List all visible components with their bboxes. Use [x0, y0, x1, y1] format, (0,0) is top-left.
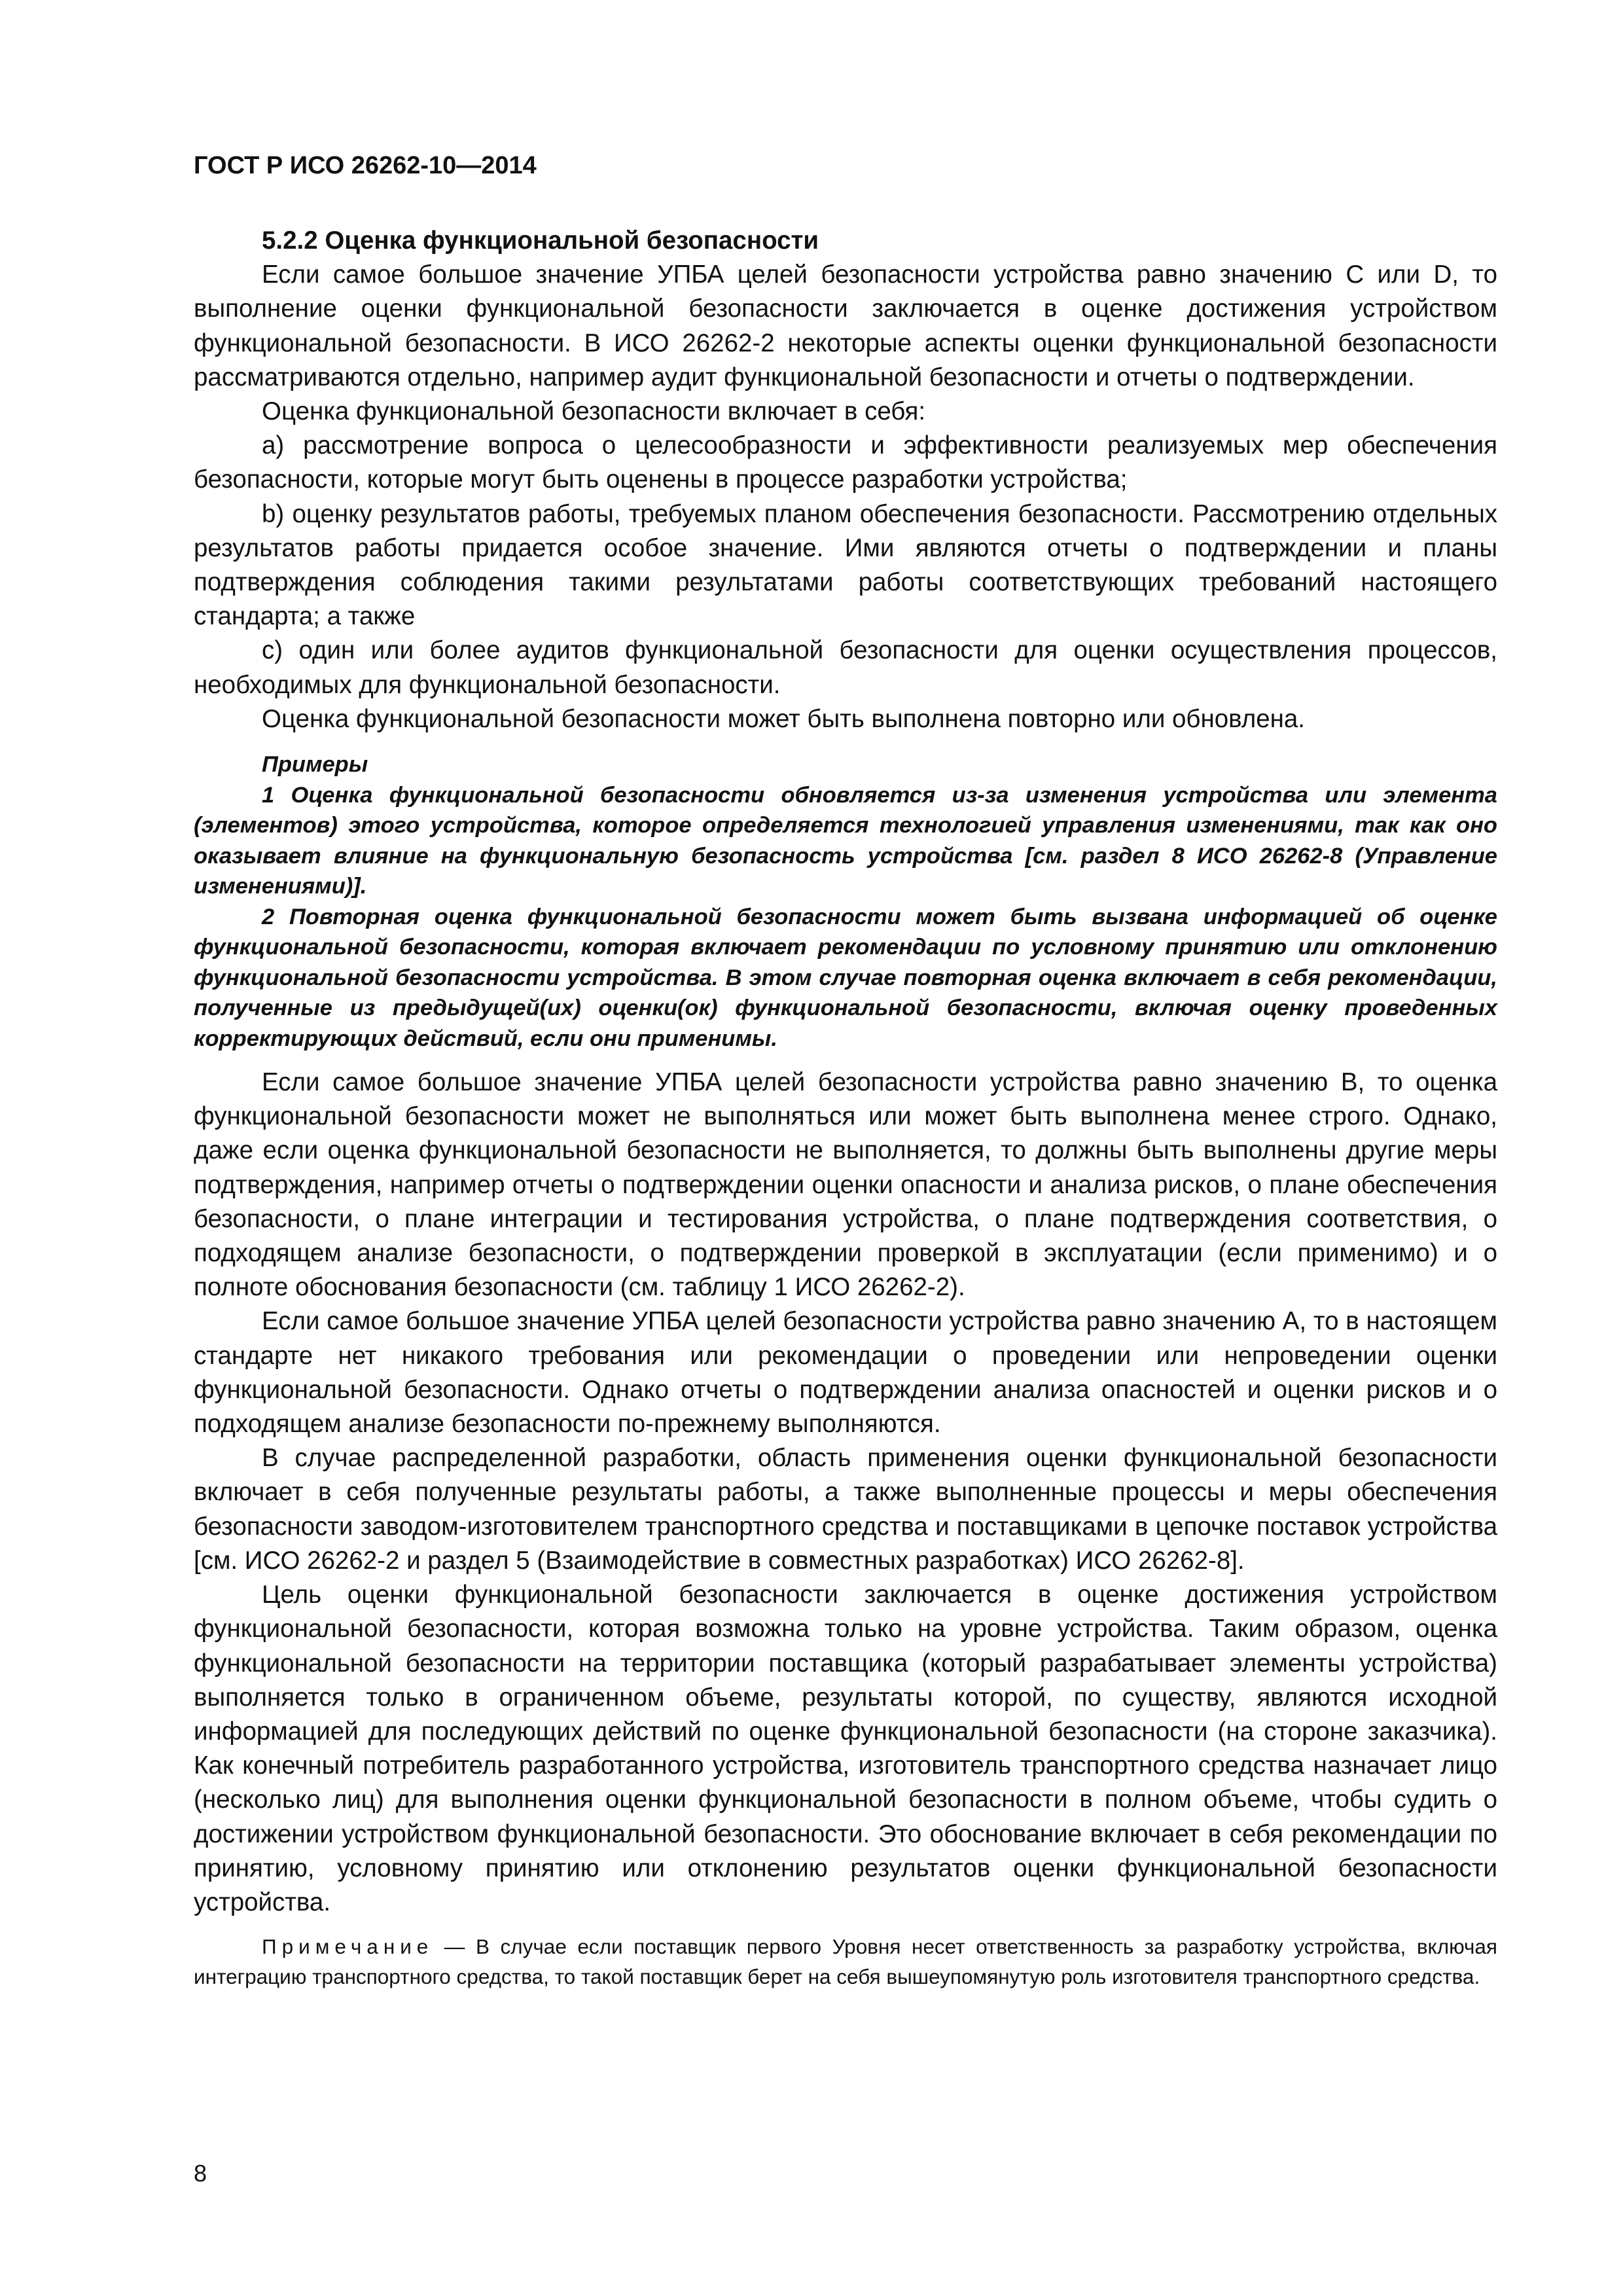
paragraph: В случае распределенной разработки, область применения оценки функциональной безопасности включает в себя полученные результаты работы, а также выполненные процессы и меры обеспечения безопасности заводом-изготовителем транспортного средства и поставщиками в цепочке поставок устройства [см. ИСО 26262-2 и раздел 5 (Взаимодействие в совместных разработках) ИСО 26262-8]. — [194, 1444, 1497, 1575]
note-label: Примечание — [262, 1935, 434, 1959]
list-item-b: b) оценку результатов работы, требуемых планом обеспечения безопасности. Рассмотрению отдельных результатов работы придается особое значение. Ими являются отчеты о подтверждении и планы подтверждения соблюдения такими результатами работы соответствующих требований настоящего стандарта; а также — [194, 499, 1497, 631]
examples-heading: Примеры — [262, 752, 368, 778]
document-header: ГОСТ Р ИСО 26262-10—2014 — [194, 152, 537, 179]
list-item-c: c) один или более аудитов функциональной безопасности для оценки осуществления процессов, необходимых для функциональной безопасности. — [194, 636, 1497, 699]
note-text: — В случае если поставщик первого Уровня несет ответственность за разработку устройства, включая интеграцию транспортного средства, то такой поставщик берет на себя вышеупомянутую роль изготовителя транспортного средства. — [194, 1935, 1497, 1989]
example-item: 2 Повторная оценка функциональной безопасности может быть вызвана информацией об оценке функциональной безопасности, которая включает рекомендации по условному принятию или отклонению функциональной безопасности устройства. В этом случае повторная оценка включает в себя рекомендации, полученные из предыдущей(их) оценки(ок) функциональной безопасности, включая оценку проведенных корректирующих действий, если они применимы. — [194, 904, 1497, 1051]
paragraph: Если самое большое значение УПБА целей безопасности устройства равно значению C или D, то выполнение оценки функциональной безопасности заключается в оценке достижения устройством функциональной безопасности. В ИСО 26262-2 некоторые аспекты оценки функциональной безопасности рассматриваются отдельно, например аудит функциональной безопасности и отчеты о подтверждении. — [194, 260, 1497, 391]
paragraph: Цель оценки функциональной безопасности заключается в оценке достижения устройством функциональной безопасности, которая возможна только на уровне устройства. Таким образом, оценка функциональной безопасности на территории поставщика (который разрабатывает элементы устройства) выполняется только в ограниченном объеме, результаты которой, по существу, являются исходной информацией для последующих действий по оценке функциональной безопасности (на стороне заказчика). Как конечный потребитель разработанного устройства, изготовитель транспортного средства назначает лицо (несколько лиц) для выполнения оценки функциональной безопасности в полном объеме, чтобы судить о достижении устройством функциональной безопасности. Это обоснование включает в себя рекомендации по принятию, условному принятию или отклонению результатов оценки функциональной безопасности устройства. — [194, 1581, 1497, 1916]
page-number: 8 — [194, 2160, 207, 2187]
examples-block — [194, 749, 1497, 1054]
main-content — [194, 224, 1497, 1992]
example-item: 1 Оценка функциональной безопасности обновляется из-за изменения устройства или элемента (элементов) этого устройства, которое определяется технологией управления изменениями, так как оно оказывает влияние на функциональную безопасность устройства [см. раздел 8 ИСО 26262-8 (Управление изменениями)]. — [194, 782, 1497, 899]
paragraph: Если самое большое значение УПБА целей безопасности устройства равно значению B, то оценка функциональной безопасности может не выполняться или может быть выполнена менее строго. Однако, даже если оценка функциональной безопасности не выполняется, то должны быть выполнены другие меры подтверждения, например отчеты о подтверждении оценки опасности и анализа рисков, о плане обеспечения безопасности, о плане интеграции и тестирования устройства, о плане подтверждения соответствия, о подходящем анализе безопасности, о подтверждении проверкой в эксплуатации (если применимо) и о полноте обоснования безопасности (см. таблицу 1 ИСО 26262-2). — [194, 1068, 1497, 1302]
note-block — [194, 1931, 1497, 1992]
note-paragraph — [194, 1931, 1497, 1992]
section-title: 5.2.2 Оценка функциональной безопасности — [262, 226, 819, 255]
list-item-a: a) рассмотрение вопроса о целесообразности и эффективности реализуемых мер обеспечения безопасности, которые могут быть оценены в процессе разработки устройства; — [194, 431, 1497, 494]
paragraph: Если самое большое значение УПБА целей безопасности устройства равно значению A, то в настоящем стандарте нет никакого требования или рекомендации о проведении или непроведении оценки функциональной безопасности. Однако отчеты о подтверждении анализа опасностей и оценки рисков и о подходящем анализе безопасности по-прежнему выполняются. — [194, 1307, 1497, 1439]
paragraph: Оценка функциональной безопасности может быть выполнена повторно или обновлена. — [262, 704, 1305, 733]
paragraph: Оценка функциональной безопасности включает в себя: — [262, 397, 926, 426]
